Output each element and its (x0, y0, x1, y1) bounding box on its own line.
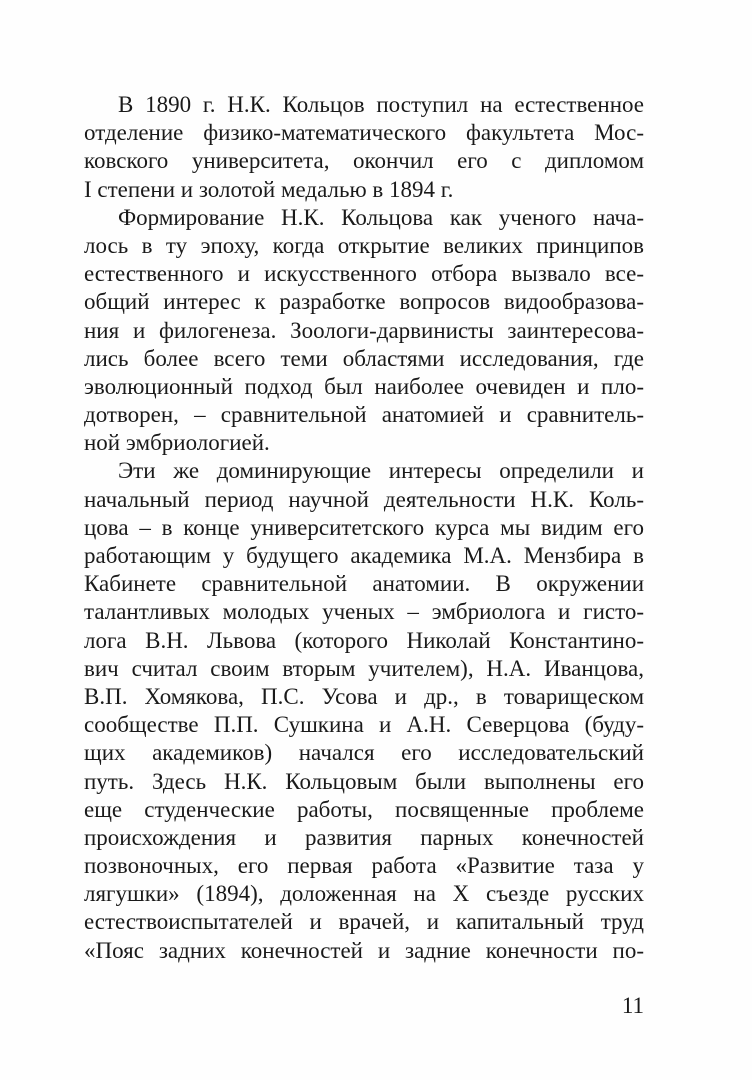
text-line: путь. Здесь Н.К. Кольцовым были выполнены его (84, 768, 644, 794)
text-line: Кабинете сравнительной анатомии. В окружении (84, 571, 644, 597)
text-line: отделение физико-математического факультета Мос- (84, 120, 644, 146)
text-line: цова – в конце университетского курса мы видим его (84, 514, 644, 540)
text-line: начальный период научной деятельности Н.К. Коль- (84, 486, 644, 512)
text-line: дотворен, – сравнительной анатомией и сравнитель- (84, 402, 644, 428)
text-line: лягушки» (1894), доложенная на X съезде русских (84, 881, 644, 907)
text-line: еще студенческие работы, посвященные проблеме (84, 796, 644, 822)
text-line: естественного и искусственного отбора вызвало все- (84, 261, 644, 287)
text-line: работающим у будущего академика М.А. Мензбира в (84, 543, 644, 568)
text-line: щих академиков) начался его исследовательский (84, 740, 644, 766)
text-line: позвоночных, его первая работа «Развитие таза у (84, 853, 644, 879)
text-line: лога В.Н. Львова (которого Николай Константино- (84, 627, 644, 653)
text-line: ной эмбриологией. (84, 430, 270, 456)
text-line: «Пояс задних конечностей и задние конечности по- (84, 937, 644, 963)
text-line: эволюционный подход был наиболее очевиден и пло- (84, 373, 644, 399)
text-line: Эти же доминирующие интересы определили и (118, 458, 644, 484)
body-text (84, 91, 644, 965)
text-line: талантливых молодых ученых – эмбриолога и гисто- (84, 599, 644, 625)
text-line: лось в ту эпоху, когда открытие великих принципов (84, 232, 644, 258)
text-line: общий интерес к разработке вопросов видообразова- (84, 289, 644, 315)
text-line: естествоиспытателей и врачей, и капитальный труд (84, 909, 644, 935)
text-line: вич считал своим вторым учителем), Н.А. Иванцова, (84, 655, 644, 681)
text-line: В.П. Хомякова, П.С. Усова и др., в товарищеском (84, 683, 644, 709)
paragraph-1 (84, 91, 644, 204)
paragraph-2 (84, 204, 644, 458)
text-line: ния и филогенеза. Зоологи-дарвинисты заинтересова- (84, 317, 644, 343)
text-line: В 1890 г. Н.К. Кольцов поступил на естественное (118, 92, 644, 117)
text-line: Формирование Н.К. Кольцова как ученого нача- (118, 204, 644, 230)
text-line: ковского университета, окончил его с дипломом (84, 148, 644, 174)
text-line: лись более всего теми областями исследования, где (84, 345, 644, 371)
text-line: происхождения и развития парных конечностей (84, 824, 644, 850)
page-number: 11 (621, 993, 644, 1018)
text-line: сообществе П.П. Сушкина и А.Н. Северцова (буду- (84, 712, 644, 738)
paragraph-3 (84, 457, 644, 964)
text-line: I степени и золотой медалью в 1894 г. (84, 176, 454, 202)
